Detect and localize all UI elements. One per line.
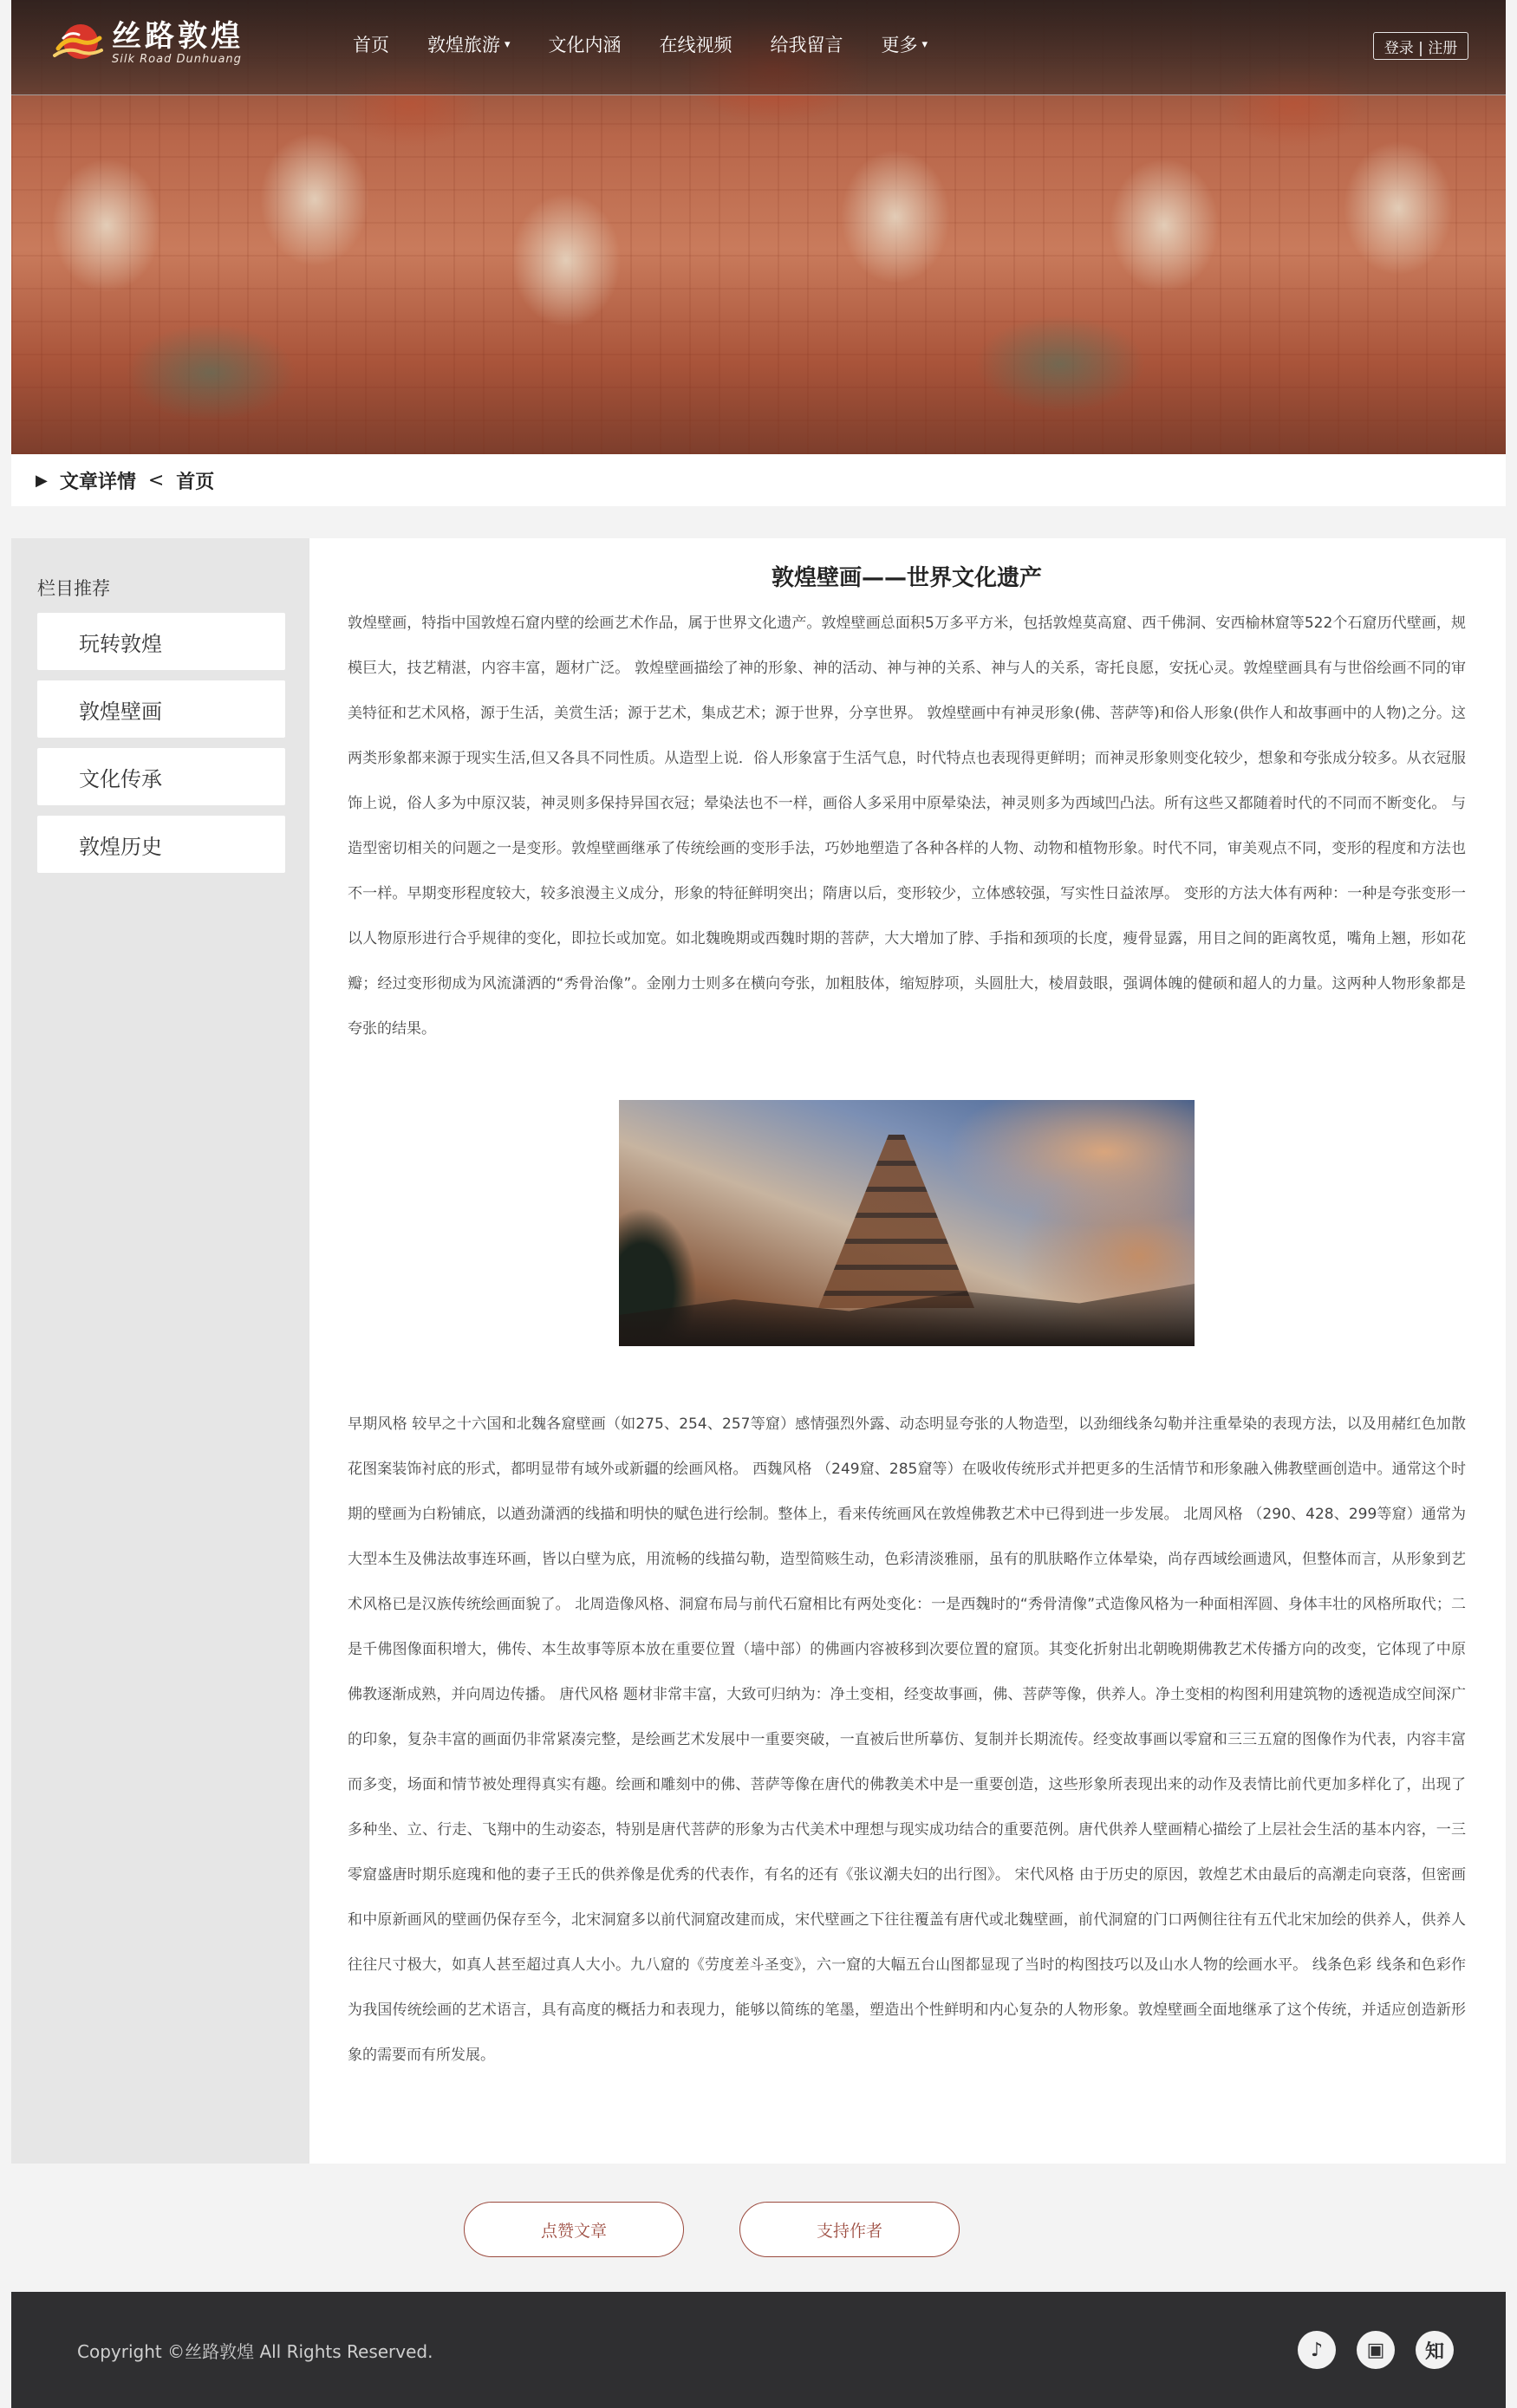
chevron-down-icon: ▾ [505, 37, 511, 51]
brand-logo[interactable] [51, 16, 244, 71]
nav-item-more[interactable] [882, 31, 928, 57]
social-links [1298, 2331, 1454, 2369]
sidebar-title: 栏目推荐 [37, 578, 110, 599]
breadcrumb-current: 文章详情 [59, 471, 136, 493]
article-paragraph: 早期风格 较早之十六国和北魏各窟壁画（如275、254、257等窟）感情强烈外露、动态明显夸张的人物造型，以劲细线条勾勒并注重晕染的表现方法，以及用赭红色加散花图案装饰衬底的形式，都明显带有域外或新疆的绘画风格。 西魏风格 （249窟、285窟等）在吸收传统形式并把更多的生活情节和形象融入佛教壁画创造中。通常这个时期的壁画为白粉铺底，以遒劲潇洒的线描和明快的赋色进行绘制。整体上，看来传统画风在敦煌佛教艺术中已得到进一步发展。 北周风格 （290、428、299等窟）通常为大型本生及佛法故事连环画，皆以白壁为底，用流畅的线描勾勒，造型简赅生动，色彩清淡雅丽，虽有的肌肤略作立体晕染，尚存西域绘画遗风，但整体而言，从形象到艺术风格已是汉族传统绘画面貌了。 北周造像风格、洞窟布局与前代石窟相比有两处变化：一是西魏时的“秀骨清像”式造像风格为一种面相浑圆、身体丰壮的风格所取代；二是千佛图像面积增大，佛传、本生故事等原本放在重要位置（墙中部）的佛画内容被移到次要位置的窟顶。其变化折射出北朝晚期佛教艺术传播方向的改变，它体现了中原佛教逐渐成熟，并向周边传播。 唐代风格 题材非常丰富，大致可归纳为：净土变相，经变故事画，佛、菩萨等像，供养人。净土变相的构图利用建筑物的透视造成空间深广的印象，复杂丰富的画面仍非常紧凑完整，是绘画艺术发展中一重要突破，一直被后世所摹仿、复制并长期流传。经变故事画以零窟和三三五窟的图像作为代表，内容丰富而多变，场面和情节被处理得真实有趣。绘画和雕刻中的佛、菩萨等像在唐代的佛教美术中是一重要创造，这些形象所表现出来的动作及表情比前代更加多样化了，出现了多种坐、立、行走、飞翔中的生动姿态，特别是唐代菩萨的形象为古代美术中理想与现实成功结合的重要范例。唐代供养人壁画精心描绘了上层社会生活的基本内容，一三零窟盛唐时期乐庭瑰和他的妻子王氏的供养像是优秀的代表作，有名的还有《张议潮夫妇的出行图》。 宋代风格 由于历史的原因，敦煌艺术由最后的高潮走向衰落，但密画和中原新画风的壁画仍保存至今，北宋洞窟多以前代洞窟改建而成，宋代壁画之下往往覆盖有唐代或北魏壁画，前代洞窟的门口两侧往往有五代北宋加绘的供养人，供养人往往尺寸极大，如真人甚至超过真人大小。九八窟的《劳度差斗圣变》，六一窟的大幅五台山图都显现了当时的构图技巧以及山水人物的绘画水平。 线条色彩 线条和色彩作为我国传统绘画的艺术语言，具有高度的概括力和表现力，能够以简练的笔墨，塑造出个性鲜明和内心复杂的人物形象。敦煌壁画全面地继承了这个传统，并适应创造新形象的需要而有所发展。 [348, 1416, 1466, 2064]
nav-label: 敦煌旅游 [427, 35, 500, 55]
breadcrumb-separator: < [147, 469, 165, 491]
zhihu-icon[interactable]: 知 [1416, 2331, 1454, 2369]
hero-banner [11, 0, 1506, 454]
nav-item-message[interactable] [771, 31, 843, 57]
nav-item-video[interactable] [660, 31, 732, 57]
brand-subtitle: Silk Road Dunhuang [112, 53, 242, 66]
nav-label: 给我留言 [770, 35, 843, 55]
nav-item-home[interactable] [353, 31, 389, 57]
article-content [309, 538, 1506, 2164]
like-article-button[interactable]: 点赞文章 [464, 2202, 684, 2257]
douyin-icon[interactable]: ♪ [1298, 2331, 1336, 2369]
copyright-text: Copyright ©丝路敦煌 All Rights Reserved. [77, 2340, 433, 2362]
login-register-button[interactable]: 登录 | 注册 [1373, 32, 1468, 60]
breadcrumb [11, 454, 1506, 506]
article-title: 敦煌壁画——世界文化遗产 [771, 565, 1042, 591]
sidebar-item-heritage[interactable]: 文化传承 [37, 748, 285, 805]
logo-cloud-icon [51, 19, 105, 68]
image-pagoda [818, 1135, 974, 1308]
nav-label: 更多 [881, 35, 918, 55]
chevron-down-icon: ▾ [921, 37, 928, 51]
nav-item-travel[interactable] [427, 31, 511, 57]
nav-label: 在线视频 [659, 35, 732, 55]
sidebar [11, 538, 309, 2164]
bilibili-icon[interactable]: ▣ [1357, 2331, 1395, 2369]
nav-label: 首页 [353, 35, 389, 55]
breadcrumb-home-link[interactable]: 首页 [176, 471, 215, 493]
article-image [619, 1100, 1195, 1346]
sidebar-item-explore[interactable]: 玩转敦煌 [37, 613, 285, 670]
footer [11, 2292, 1506, 2408]
support-author-button[interactable]: 支持作者 [739, 2202, 960, 2257]
article-paragraph: 敦煌壁画，特指中国敦煌石窟内壁的绘画艺术作品，属于世界文化遗产。敦煌壁画总面积5万多平方米，包括敦煌莫高窟、西千佛洞、安西榆林窟等522个石窟历代壁画，规模巨大，技艺精湛，内容丰富，题材广泛。 敦煌壁画描绘了神的形象、神的活动、神与神的关系、神与人的关系，寄托良愿，安抚心灵。敦煌壁画具有与世俗绘画不同的审美特征和艺术风格，源于生活，美赏生活；源于艺术，集成艺术；源于世界，分享世界。 敦煌壁画中有神灵形象(佛、菩萨等)和俗人形象(供作人和故事画中的人物)之分。这两类形象都来源于现实生活,但又各具不同性质。从造型上说．俗人形象富于生活气息，时代特点也表现得更鲜明；而神灵形象则变化较少，想象和夸张成分较多。从衣冠服饰上说，俗人多为中原汉装，神灵则多保持异国衣冠；晕染法也不一样，画俗人多采用中原晕染法，神灵则多为西域凹凸法。所有这些又都随着时代的不同而不断变化。 与造型密切相关的问题之一是变形。敦煌壁画继承了传统绘画的变形手法，巧妙地塑造了各种各样的人物、动物和植物形象。时代不同，审美观点不同，变形的程度和方法也不一样。早期变形程度较大，较多浪漫主义成分，形象的特征鲜明突出；隋唐以后，变形较少，立体感较强，写实性日益浓厚。 变形的方法大体有两种：一种是夸张变形一以人物原形进行合乎规律的变化，即拉长或加宽。如北魏晚期或西魏时期的菩萨，大大增加了脖、手指和颈项的长度，瘦骨显露，用目之间的距离牧觅，嘴角上翘，形如花瓣；经过变形彻成为风流潇洒的“秀骨治像”。金刚力士则多在横向夸张，加粗肢体，缩短脖项，头圆肚大，棱眉鼓眼，强调体魄的健硕和超人的力量。这两种人物形象都是夸张的结果。 [348, 615, 1466, 1038]
triangle-right-icon: ▶ [36, 471, 48, 490]
nav-label: 文化内涵 [548, 35, 622, 55]
article-actions [11, 2202, 1506, 2257]
main-section [11, 538, 1506, 2164]
sidebar-item-history[interactable]: 敦煌历史 [37, 816, 285, 873]
nav-item-culture[interactable] [549, 31, 622, 57]
sidebar-item-murals[interactable]: 敦煌壁画 [37, 680, 285, 738]
main-nav [353, 31, 966, 57]
brand-name: 丝路敦煌 [112, 19, 244, 54]
